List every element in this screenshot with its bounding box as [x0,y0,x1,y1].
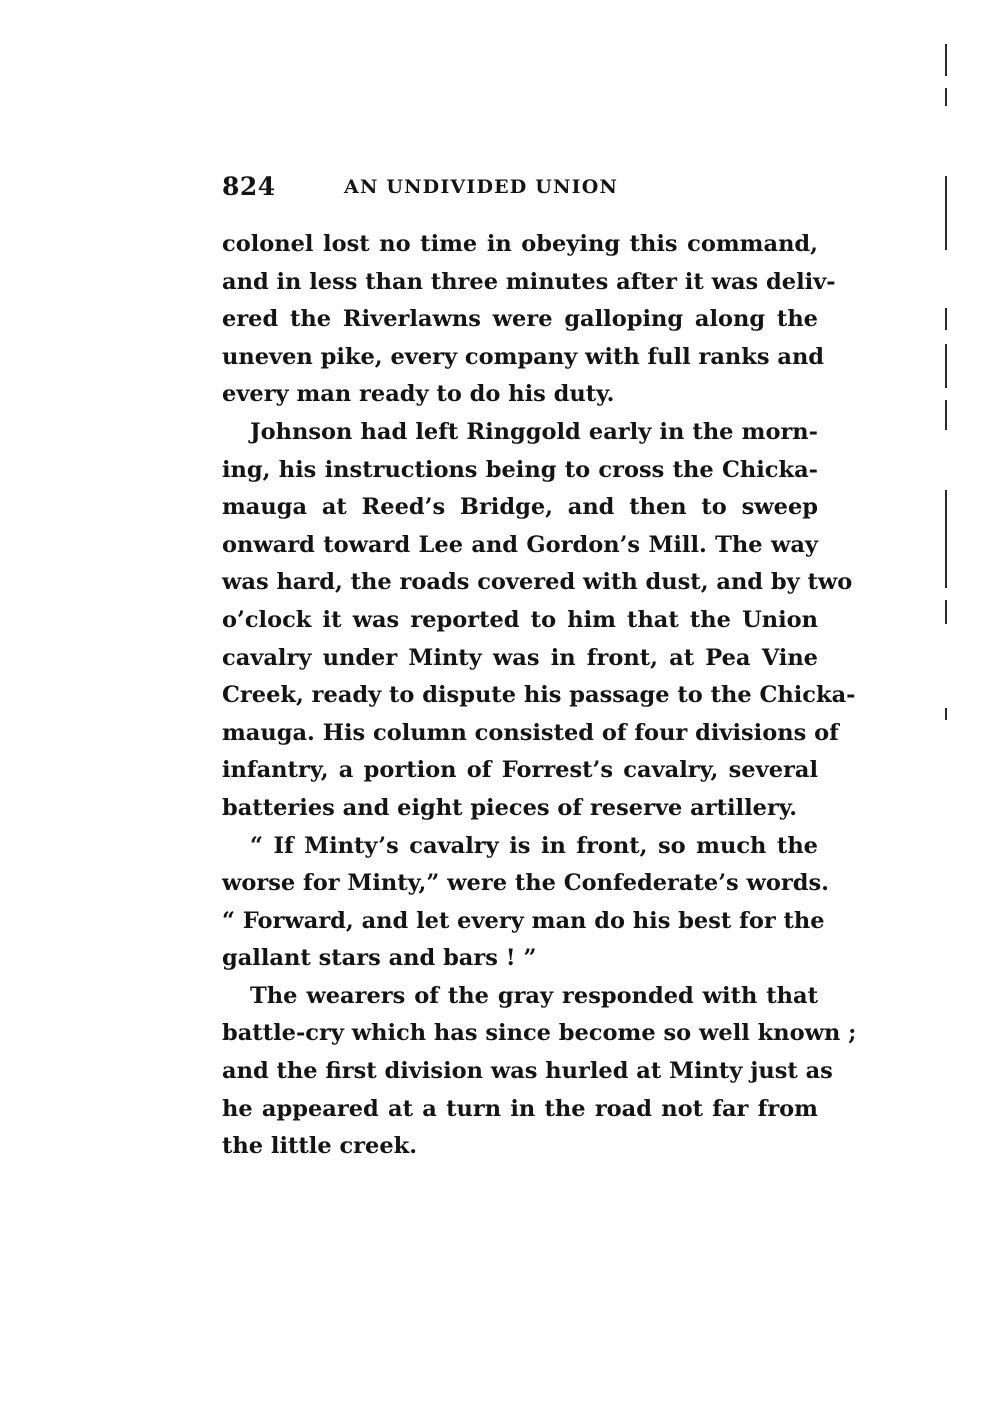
text-line: cavalry under Minty was in front, at Pea Vine [222,644,818,671]
text-line: the little creek. [222,1133,418,1160]
text-line: ered the Riverlawns were galloping along the [222,306,818,333]
text-line: he appeared at a turn in the road not far from [222,1095,818,1122]
body-text [222,226,857,1166]
running-head [222,172,822,206]
text-line: colonel lost no time in obeying this command, [222,231,818,257]
scan-margin-mark [945,176,947,250]
running-title: AN UNDIVIDED UNION [344,176,619,198]
text-line: was hard, the roads covered with dust, and by two [222,569,853,596]
paragraph-3 [222,828,829,978]
text-line: onward toward Lee and Gordon’s Mill. The way [222,531,818,558]
scan-margin-mark [945,344,947,388]
scan-margin-mark [945,400,947,430]
text-line: and the first division was hurled at Minty just as [222,1058,833,1085]
scan-margin-mark [945,490,947,588]
scan-margin-mark [945,44,947,76]
paragraph-1 [222,226,836,414]
text-line: every man ready to do his duty. [222,381,615,408]
text-line: mauga. His column consisted of four divisions of [222,719,839,746]
paragraph-4 [222,978,857,1166]
text-line: mauga at Reed’s Bridge, and then to sweep [222,494,818,521]
text-line: and in less than three minutes after it was deliv- [222,268,836,295]
text-line: worse for Minty,” were the Confederate’s words. [222,870,829,897]
text-line: battle-cry which has since become so well known ; [222,1020,857,1047]
text-line: infantry, a portion of Forrest’s cavalry, several [222,757,818,784]
page-number: 824 [222,172,276,201]
scan-margin-mark [945,308,947,330]
text-line: gallant stars and bars ! ” [222,945,537,972]
text-line: “ Forward, and let every man do his best for the [222,907,825,934]
paragraph-2 [222,414,856,828]
text-line: ing, his instructions being to cross the Chicka- [222,456,818,483]
text-line: Creek, ready to dispute his passage to the Chicka- [222,682,856,709]
text-line: The wearers of the gray responded with that [250,982,818,1009]
text-line: “ If Minty’s cavalry is in front, so much the [250,832,818,859]
scan-margin-mark [945,708,947,720]
scan-margin-mark [945,88,947,106]
scan-margin-mark [945,600,947,624]
text-line: batteries and eight pieces of reserve artillery. [222,794,798,821]
text-line: uneven pike, every company with full ranks and [222,343,825,370]
text-line: o’clock it was reported to him that the Union [222,606,818,633]
text-line: Johnson had left Ringgold early in the morn- [250,418,818,445]
